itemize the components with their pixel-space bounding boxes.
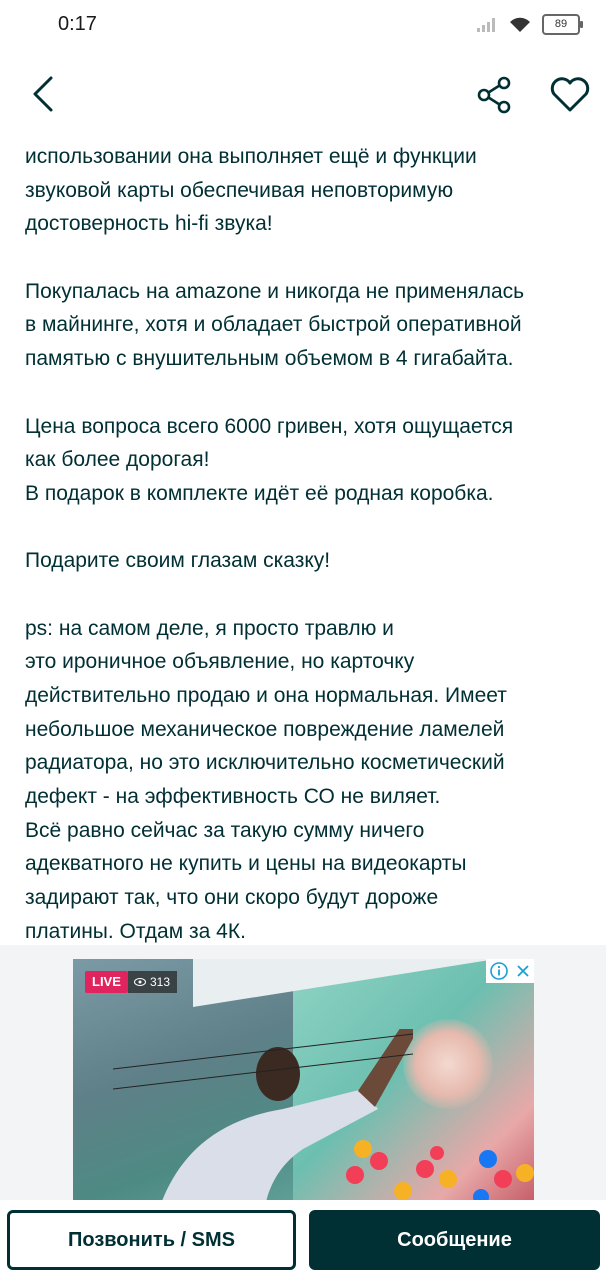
description-line: платины. Отдам за 4К.: [25, 919, 246, 943]
live-badge: LIVE: [85, 971, 128, 993]
description-line: задирают так, что они скоро будут дороже: [25, 886, 439, 910]
description-line: как более дорогая!: [25, 448, 210, 472]
reaction-icons: [343, 1109, 534, 1200]
signal-icon: [476, 17, 498, 33]
description-line: в майнинге, хотя и обладает быстрой оперативной: [25, 313, 522, 337]
ad-mural-graphic: [403, 1019, 493, 1109]
ad-banner[interactable]: [73, 959, 534, 1200]
description-line: это ироничное объявление, но карточку: [25, 650, 415, 674]
heart-icon: [548, 74, 592, 116]
status-time: 0:17: [58, 13, 97, 35]
chevron-left-icon: [24, 72, 64, 118]
blank-line: [25, 578, 585, 612]
status-bar: [0, 0, 606, 52]
viewer-count: 313: [150, 975, 171, 989]
eye-icon: [134, 978, 146, 986]
status-icons: [476, 14, 580, 35]
back-button[interactable]: [24, 72, 64, 118]
ad-description: [25, 140, 585, 949]
description-line: адекватного не купить и цены на видеокарты: [25, 852, 467, 876]
close-icon[interactable]: [516, 964, 530, 978]
description-line: радиатора, но это исключительно косметический: [25, 751, 505, 775]
ad-area: [0, 945, 606, 1200]
call-sms-button[interactable]: Позвонить / SMS: [7, 1210, 296, 1270]
viewer-count-badge: [128, 971, 177, 993]
description-line: В подарок в комплекте идёт её родная коробка.: [25, 481, 494, 505]
description-line: действительно продаю и она нормальная. Имеет: [25, 684, 507, 707]
blank-line: [25, 376, 585, 410]
description-line: ps: на самом деле, я просто травлю и: [25, 616, 394, 640]
info-icon[interactable]: [490, 962, 508, 980]
description-line: Цена вопроса всего 6000 гривен, хотя ощущается: [25, 414, 514, 438]
blank-line: [25, 511, 585, 545]
message-button[interactable]: Сообщение: [309, 1210, 600, 1270]
blank-line: [25, 241, 585, 275]
wifi-icon: [508, 16, 532, 34]
bottom-action-bar: [0, 1200, 606, 1280]
description-line: звуковой карты обеспечивая неповторимую: [25, 178, 454, 202]
description-line: памятью с внушительным объемом в 4 гигабайта.: [25, 347, 514, 371]
description-line: достоверность hi-fi звука!: [25, 212, 273, 236]
share-icon: [474, 74, 516, 116]
description-line: небольшое механическое повреждение ламелей: [25, 717, 505, 741]
description-line: использовании она выполняет ещё и функции: [25, 145, 477, 168]
adchoices[interactable]: [486, 959, 534, 983]
description-line: Покупалась на amazone и никогда не применялась: [25, 279, 525, 303]
share-button[interactable]: [474, 74, 516, 116]
favorite-button[interactable]: [548, 74, 592, 116]
description-line: дефект - на эффективность СО не виляет.: [25, 785, 441, 809]
header: [0, 60, 606, 130]
description-line: Всё равно сейчас за такую сумму ничего: [25, 818, 425, 842]
battery-icon: 89: [542, 14, 580, 35]
description-line: Подарите своим глазам сказку!: [25, 549, 331, 573]
